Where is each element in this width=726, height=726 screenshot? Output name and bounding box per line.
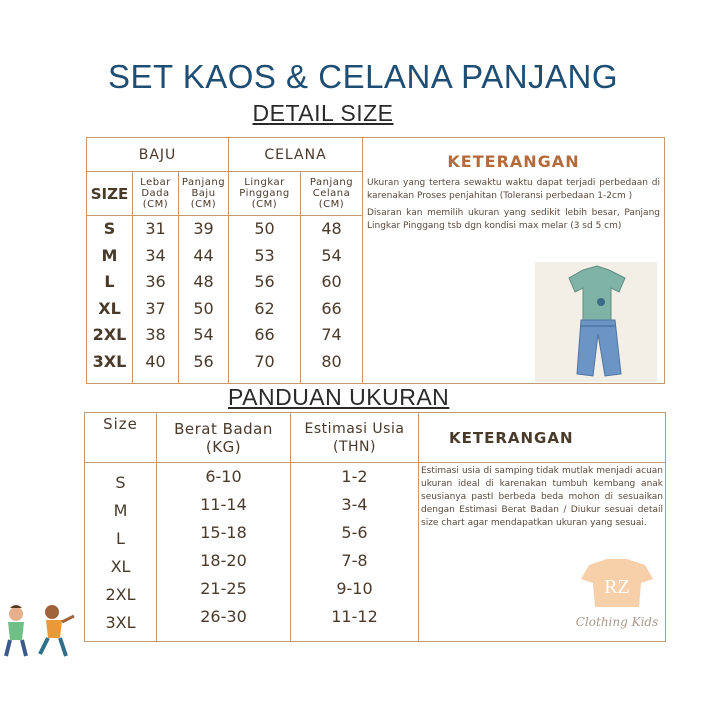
panjang-celana-value: 74 [321,325,342,344]
panjang-celana-value: 48 [321,219,342,238]
usia-value: 11-12 [331,607,378,626]
col-lingkar-header: Lingkar Pinggang (CM) [229,172,301,216]
panjang-baju-value: 54 [193,325,214,344]
keterangan-note: Estimasi usia di samping tidak mutlak menjadi acuan ukuran ideal di karenakan tumbuh kembang anak seusianya pastI berbeda beda mohon di sesuaikan dengan Estimasi Berat Badan / Diukur sesuai detail size chart agar mendapatkan ukuran yang sesuai. [421,466,663,528]
lingkar-value: 56 [254,272,275,291]
size-value: 2XL [92,325,127,344]
size-column [87,216,133,384]
group-celana: CELANA [229,138,363,172]
size-value: S [103,219,116,238]
usia-value: 3-4 [341,495,368,514]
lebar-value: 37 [145,298,166,318]
group-baju: BAJU [87,138,229,172]
size-value: 2XL [105,585,136,604]
size-value: M [113,501,128,520]
product-image [535,262,657,382]
page-title: SET KAOS & CELANA PANJANG [107,58,619,95]
size-value: 3XL [92,351,127,371]
berat-value: 11-14 [200,495,247,514]
keterangan-title: KETERANGAN [447,152,580,171]
berat-value: 6-10 [205,467,242,486]
usia-value: 1-2 [341,467,368,486]
col-size-header: Size [85,413,157,463]
panjang-baju-value: 39 [193,219,214,238]
logo-text: Clothing Kids [575,615,659,629]
lingkar-column [229,216,301,384]
col-usia-header: Estimasi Usia (THN) [291,413,419,463]
panjang-baju-column [179,216,229,384]
usia-column [291,463,419,642]
size-value: XL [98,298,121,318]
lingkar-value: 50 [254,219,275,238]
lebar-value: 36 [145,272,166,291]
logo-mark: RZ [604,576,630,598]
berat-column [157,463,291,642]
panjang-baju-value: 56 [193,351,214,371]
lingkar-value: 62 [254,298,275,318]
col-panjang-celana-header: Panjang Celana (CM) [301,172,363,216]
usia-value: 9-10 [336,579,373,598]
panjang-baju-value: 50 [193,298,214,318]
lebar-value: 31 [145,219,166,238]
berat-value: 26-30 [200,607,247,626]
detail-size-heading: DETAIL SIZE [252,100,394,126]
col-keterangan-header: KETERANGAN [419,413,666,463]
keterangan-note-2: Disaran kan memilih ukuran yang sedikit lebih besar, Panjang Lingkar Pinggang tsb dgn kondisi max melar (3 sd 5 cm) [367,208,660,231]
panjang-celana-column [301,216,363,384]
brand-logo [569,555,665,633]
col-berat-header: Berat Badan (KG) [157,413,291,463]
size-value: XL [110,557,131,576]
col-panjang-baju-header: Panjang Baju (CM) [179,172,229,216]
size-value: S [115,473,126,492]
size-column [85,463,157,642]
lebar-column [133,216,179,384]
panjang-baju-value: 44 [193,245,214,265]
panjang-baju-value: 48 [193,272,214,291]
usia-value: 7-8 [341,551,368,570]
panjang-celana-value: 54 [321,245,342,265]
kids-illustration [0,598,84,668]
lingkar-value: 53 [254,245,275,265]
lebar-value: 40 [145,351,166,371]
lingkar-value: 66 [254,325,275,344]
panjang-celana-value: 60 [321,272,342,291]
usia-value: 5-6 [341,523,368,542]
berat-value: 18-20 [200,551,247,570]
panduan-ukuran-heading: PANDUAN UKURAN [228,384,450,410]
panduan-ukuran-table [84,412,666,642]
col-size-header: SIZE [87,172,133,216]
size-value: L [116,529,125,548]
lebar-value: 34 [145,245,166,265]
panjang-celana-value: 66 [321,298,342,318]
detail-size-table [86,137,665,384]
lebar-value: 38 [145,325,166,344]
lingkar-value: 70 [254,351,275,371]
size-value: L [104,272,115,291]
berat-value: 15-18 [200,523,247,542]
col-lebar-header: Lebar Dada (CM) [133,172,179,216]
keterangan-note-1: Ukuran yang tertera sewaktu waktu dapat terjadi perbedaan di karenakan Proses penjahitan (Toleransi perbedaan 1-2cm ) [367,178,660,201]
size-value: 3XL [105,613,136,632]
berat-value: 21-25 [200,579,247,598]
keterangan-cell [363,138,665,384]
panjang-celana-value: 80 [321,351,342,371]
keterangan-cell [419,463,666,642]
size-value: M [101,245,118,265]
